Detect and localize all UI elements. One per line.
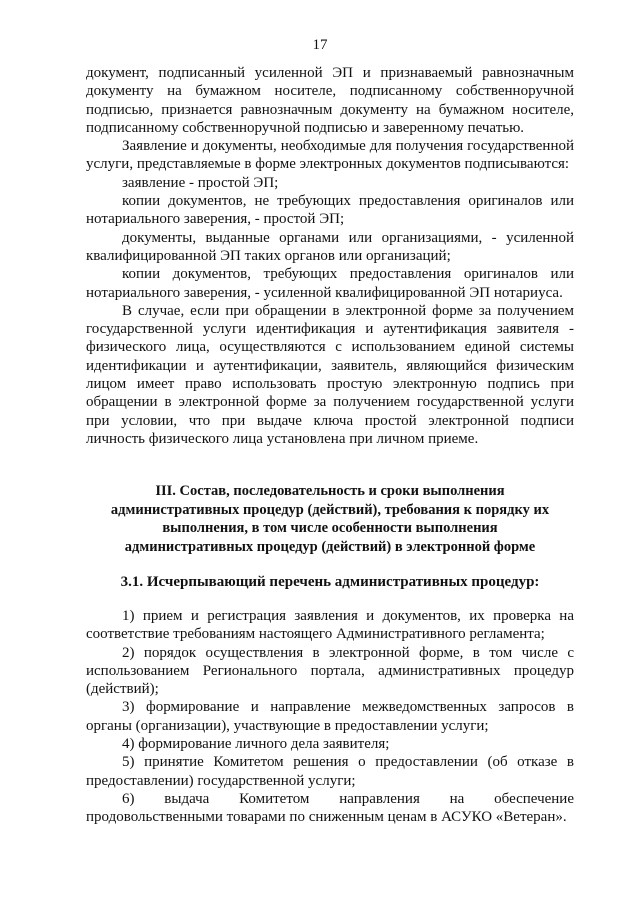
list-item: 1) прием и регистрация заявления и документов, их проверка на соответствие требованиям настоящего Административного регламента; [86,608,574,643]
intro-text [86,64,574,448]
procedure-list [86,607,574,827]
subsection-heading-block [86,573,574,591]
section-heading-line: административных процедур (действий) в электронной форме [124,538,536,555]
section-heading-line: III. Состав, последовательность и сроки выполнения [155,483,505,499]
paragraph-identification: В случае, если при обращении в электронной форме за получением государственной услуги идентификация и аутентификация заявителя - физического лица, осуществляются с использованием единой системы идентификации и аутентификации, заявитель, являющийся физическим лицом имеет право использовать простую электронную подпись при обращении в электронной форме за получением государственной услуги при условии, что при выдаче ключа простой электронной подписи личность физического лица установлена при личном приеме. [86,302,574,447]
paragraph-signing-rules: Заявление и документы, необходимые для получения государственной услуги, представляемые в форме электронных документов подписываются: [86,138,574,173]
paragraph-esignature-equivalence: документ, подписанный усиленной ЭП и признаваемый равнозначным документу на бумажном носителе, подписанному собственноручной подписью, признается равнозначным документу на бумажном носителе, подписанному собственноручной подписью и заверенному печатью. [86,65,574,136]
paragraph-issued-documents-signature: документы, выданные органами или организациями, - усиленной квалифицированной ЭП таких органов или организаций; [86,229,574,264]
subsection-heading: 3.1. Исчерпывающий перечень административных процедур: [120,574,540,590]
list-item: 4) формирование личного дела заявителя; [122,736,390,753]
paragraph-copies-notary-signature: копии документов, требующих предоставления оригиналов или нотариального заверения, - усиленной квалифицированной ЭП нотариуса. [86,266,574,301]
list-item: 6) выдача Комитетом направления на обеспечение продовольственными товарами по сниженным ценам в АСУКО «Ветеран». [86,790,574,826]
paragraph-application-signature: заявление - простой ЭП; [122,174,279,191]
section-heading [86,482,574,556]
section-heading-line: административных процедур (действий), требования к порядку их [110,501,550,518]
section-heading-line: выполнения, в том числе особенности выполнения [162,520,498,536]
list-item: 5) принятие Комитетом решения о предоставлении (об отказе в предоставлении) государственной услуги; [86,754,574,789]
page-number: 17 [312,37,328,53]
paragraph-copies-simple-signature: копии документов, не требующих предоставления оригиналов или нотариального заверения, - простой ЭП; [86,193,574,228]
list-item: 2) порядок осуществления в электронной форме, в том числе с использованием Регионального портала, административных процедур (действий); [86,644,574,698]
list-item: 3) формирование и направление межведомственных запросов в органы (организации), участвующие в предоставлении услуги; [86,699,574,734]
